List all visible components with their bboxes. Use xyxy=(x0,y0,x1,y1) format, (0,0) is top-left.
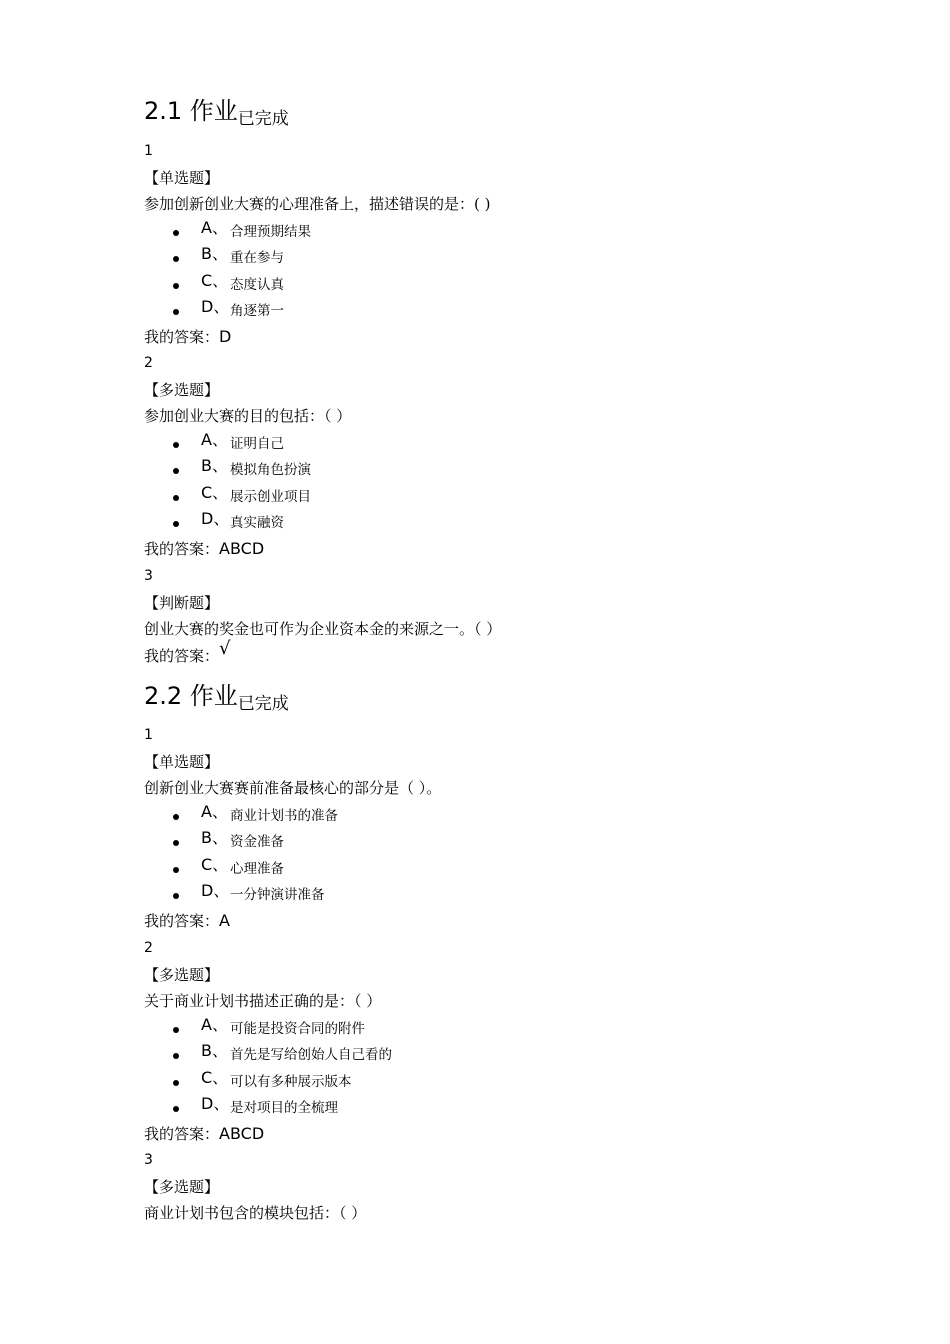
answer-value: D xyxy=(219,326,232,346)
answer-label: 我的答案： xyxy=(144,646,220,665)
question-index: 3 xyxy=(144,1152,153,1168)
bullet-icon xyxy=(173,840,179,846)
option-text: 重在参与 xyxy=(230,250,284,266)
section-name: 作业 xyxy=(182,682,238,710)
section-status: 已完成 xyxy=(237,694,289,714)
option-text: 是对项目的全梳理 xyxy=(230,1100,338,1116)
question-stem: 关于商业计划书描述正确的是：（ ） xyxy=(144,992,382,1010)
option-text: 可能是投资合同的附件 xyxy=(230,1020,365,1037)
bullet-icon xyxy=(173,1053,179,1059)
question-stem: 创业大赛的奖金也可作为企业资本金的来源之一。（ ） xyxy=(144,620,502,638)
section-name: 作业 xyxy=(182,97,238,125)
option-letter: C、 xyxy=(201,1067,229,1087)
option-letter: B、 xyxy=(201,828,228,847)
question-block xyxy=(144,935,392,1147)
option-item xyxy=(144,271,490,298)
option-item xyxy=(144,828,441,855)
question-stem: 参加创业大赛的目的包括：（ ） xyxy=(144,407,352,425)
question-block xyxy=(144,350,351,562)
section-number: 2.1 xyxy=(144,97,183,125)
option-text: 一分钟演讲准备 xyxy=(230,887,325,903)
question-block xyxy=(144,138,490,350)
bullet-icon xyxy=(173,814,179,820)
bullet-icon xyxy=(173,1106,179,1112)
option-letter: C、 xyxy=(201,270,229,290)
bullet-icon xyxy=(173,521,179,527)
option-text: 真实融资 xyxy=(230,515,284,531)
question-type: 【判断题】 xyxy=(144,593,220,612)
option-item xyxy=(144,1015,381,1042)
section-title xyxy=(144,97,289,129)
answer-label: 我的答案： xyxy=(144,911,220,930)
question-type: 【多选题】 xyxy=(144,965,220,984)
answer-label: 我的答案： xyxy=(144,539,220,558)
option-text: 首先是写给创始人自己看的 xyxy=(230,1047,392,1063)
question-block xyxy=(144,1147,366,1227)
option-letter: B、 xyxy=(201,456,228,475)
option-item xyxy=(144,218,490,245)
bullet-icon xyxy=(173,468,179,474)
section-2-2 xyxy=(144,682,289,714)
question-index: 1 xyxy=(144,143,153,159)
option-item xyxy=(144,483,351,510)
option-item xyxy=(144,509,351,536)
option-letter: C、 xyxy=(201,482,229,502)
answer-value: ABCD xyxy=(219,1123,265,1143)
option-text: 可以有多种展示版本 xyxy=(230,1073,352,1090)
my-answer xyxy=(144,637,501,670)
bullet-icon xyxy=(173,442,179,448)
option-text: 展示创业项目 xyxy=(230,488,311,505)
bullet-icon xyxy=(173,1027,179,1033)
section-title xyxy=(144,682,289,714)
option-item xyxy=(144,297,490,324)
option-item xyxy=(144,855,441,882)
section-status: 已完成 xyxy=(237,109,289,129)
option-letter: D、 xyxy=(201,881,230,900)
bullet-icon xyxy=(173,230,179,236)
option-letter: D、 xyxy=(201,509,230,528)
section-2-1 xyxy=(144,97,289,129)
question-index: 3 xyxy=(144,568,153,584)
option-letter: D、 xyxy=(201,1094,230,1113)
option-item xyxy=(144,881,441,908)
option-letter: A、 xyxy=(201,217,228,237)
bullet-icon xyxy=(173,1080,179,1086)
option-letter: A、 xyxy=(201,1014,228,1034)
option-text: 合理预期结果 xyxy=(230,223,311,240)
option-text: 心理准备 xyxy=(230,860,284,877)
question-type: 【多选题】 xyxy=(144,1177,220,1196)
question-index: 2 xyxy=(144,355,153,371)
option-item xyxy=(144,1094,381,1121)
my-answer xyxy=(144,536,351,563)
option-text: 证明自己 xyxy=(230,435,284,452)
option-letter: B、 xyxy=(201,1041,228,1060)
option-text: 角逐第一 xyxy=(230,303,284,319)
question-index: 1 xyxy=(144,727,153,743)
my-answer xyxy=(144,324,490,351)
question-stem: 参加创新创业大赛的心理准备上，描述错误的是：( ) xyxy=(144,195,491,213)
question-block xyxy=(144,563,501,669)
option-item xyxy=(144,430,351,457)
question-type: 【多选题】 xyxy=(144,380,220,399)
answer-label: 我的答案： xyxy=(144,327,220,346)
option-letter: D、 xyxy=(201,297,230,316)
answer-value: √ xyxy=(219,637,231,659)
option-text: 态度认真 xyxy=(230,276,284,293)
question-stem: 创新创业大赛赛前准备最核心的部分是（ ）。 xyxy=(144,779,442,797)
option-text: 商业计划书的准备 xyxy=(230,807,338,824)
option-text: 模拟角色扮演 xyxy=(230,462,311,478)
option-item xyxy=(144,802,441,829)
answer-value: A xyxy=(219,910,230,930)
question-stem: 商业计划书包含的模块包括：（ ） xyxy=(144,1204,367,1222)
question-index: 2 xyxy=(144,940,153,956)
bullet-icon xyxy=(173,283,179,289)
bullet-icon xyxy=(173,309,179,315)
bullet-icon xyxy=(173,893,179,899)
question-type: 【单选题】 xyxy=(144,752,220,771)
option-item xyxy=(144,1068,381,1095)
answer-label: 我的答案： xyxy=(144,1124,220,1143)
option-item xyxy=(144,244,490,271)
option-letter: A、 xyxy=(201,801,228,821)
option-item xyxy=(144,456,351,483)
question-block xyxy=(144,722,441,934)
answer-value: ABCD xyxy=(219,538,265,558)
bullet-icon xyxy=(173,867,179,873)
option-letter: B、 xyxy=(201,244,228,263)
bullet-icon xyxy=(173,256,179,262)
question-type: 【单选题】 xyxy=(144,168,220,187)
my-answer xyxy=(144,908,441,935)
option-text: 资金准备 xyxy=(230,834,284,850)
option-letter: A、 xyxy=(201,429,228,449)
option-letter: C、 xyxy=(201,854,229,874)
my-answer xyxy=(144,1121,381,1148)
option-item xyxy=(144,1041,392,1068)
section-number: 2.2 xyxy=(144,682,183,710)
bullet-icon xyxy=(173,495,179,501)
